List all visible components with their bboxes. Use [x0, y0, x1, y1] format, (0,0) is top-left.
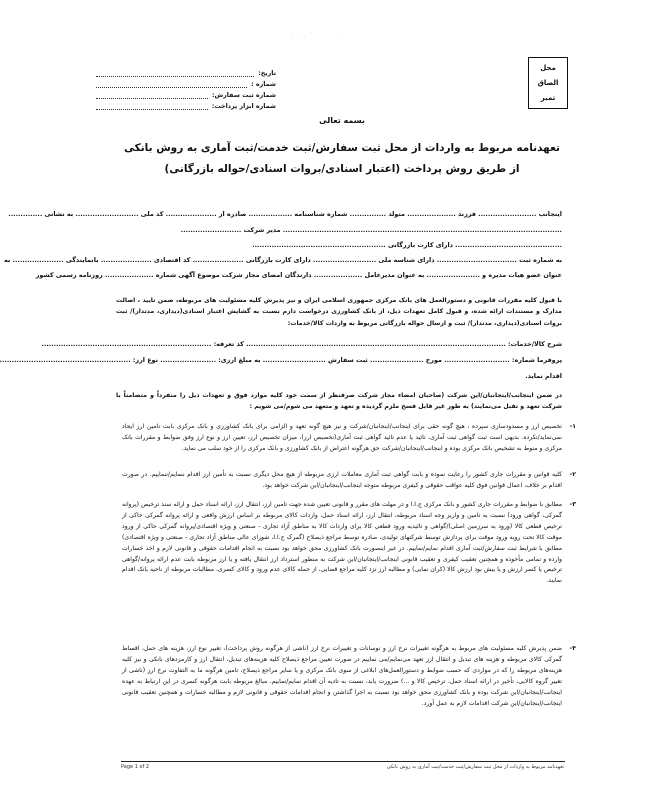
footer-divider: [121, 761, 565, 762]
goods-line-2: پروفرما شماره: ........................... مورخ ...................... ثبت سفارش .......................... به مبلغ ارزی: ....................... نوع ارز: ......................................................: [0, 356, 562, 364]
footer-title: تعهدنامه مربوط به واردات از محل ثبت سفارش/ثبت خدمت/ثبت آماری به روش بانکی: [386, 764, 564, 770]
scan-artifact: . · . · · .: [291, 30, 345, 37]
page-number: Page 1 of 2: [121, 764, 150, 770]
meta-order-row: [96, 88, 276, 99]
stamp-line-2: الصاق: [537, 78, 559, 87]
stamp-area: [528, 57, 568, 109]
form-line-5: عنوان عضو هیات مدیره و ...................... به عنوان مدیرعامل .................... دارندگان امضای مجاز شرکت موضوع آگهی شماره .................... روزنامه رسمی کشور: [35, 271, 562, 279]
order-label: شماره ثبت سفارش:: [211, 92, 276, 99]
commitment-item-2: [122, 470, 576, 492]
item-number: ۱-: [569, 423, 576, 430]
date-label: تاریخ:: [258, 70, 276, 77]
document-meta: [96, 66, 276, 110]
payment-label: شماره ابزار پرداخت:: [211, 103, 276, 110]
number-label: شماره :: [251, 81, 276, 88]
goods-line-1: شرح کالا/خدمات: ........................................................................................................... کد تعرفه: ......................................................................: [41, 340, 562, 348]
basmala: بسمه تعالی: [319, 116, 365, 125]
form-line-1: اینجانب ........................ فرزند .................... متولد ............... شماره شناسنامه .................. صادره از ..................... کد ملی .......................... به نشانی ..............: [8, 210, 562, 218]
meta-date-row: [96, 66, 276, 77]
commitment-item-3: [122, 500, 576, 587]
form-line-4: به شماره ثبت ................................. دارای شناسه ملی .......................... دارای کارت بازرگانی ..................... کد اقتصادی ..................... بانمایندگی ..................... به: [4, 256, 562, 264]
item-number: ۴-: [569, 645, 576, 652]
stamp-line-3: تمبر: [540, 94, 556, 103]
item-text: ضمن پذیرش کلیه مسئولیت های مربوط به هرگونه تغییرات نرخ ارز و نوسانات و تغییرات نرخ ارز (ناشی از هرگونه روش پرداخت)، تغییر نوع ارز، هزینه های حمل، اقساط گمرکی کالای مربوطه و هزینه های تبدیل و انتقال ارز تعهد می‌نمایم/می نماییم در صورت تعیین مراجع ذیصلاح کلیه هزینه‌های تبدیل، انتقال ارز و کارمزدهای بانکی و نیز کلیه هزینه‌های مربوطه را که در مواردی که حسب ضوابط و دستورالعمل‌های ابلاغی از سوی بانک مرکزی و یا سایر مراجع ذیصلاح، تامین هرگونه ما به التفاوت نرخ ارز (ناشی از تغییر گروه کالایی، تأخیر در ارائه اسناد حمل، ترخیص کالا و ...) ضرورت یابد، نسبت به تادیه آن اقدام نمایم/نماییم. مبالغ مربوطه بابت هرگونه کسری در این ارتباط به عهده اینجانب/اینجانبان/این شرکت بوده و بانک کشاورزی محق خواهد بود نسبت به اجرا گذاشتن و انجام اقدامات حقوقی و قانونی لازم و مطالبه خسارات و همچنین تعقیب قانونی اینجانب/اینجانبان/این شرکت اقدامات لازم به عمل آورد.: [122, 645, 562, 707]
intro-paragraph: با قبول کلیه مقررات قانونی و دستورالعمل های بانک مرکزی جمهوری اسلامی ایران و نیز پذیرش کلیه مسئولیت های مربوطه، ضمن تایید ، اصالت مدارک و مستندات ارائه شده، و قبول کامل تعهدات ذیل، از بانک کشاورزی درخواست دارم نسبت به گشایش اعتبار اسنادی(دیداری، مدتدار)/ ثبت بروات اسنادی(دیداری، مدتدار)/ ثبت و ارسال حواله بازرگانی مربوط به واردات کالا/خدمات:: [116, 297, 562, 327]
item-text: کلیه قوانین و مقررات جاری کشور را رعایت نموده و بابت گواهی ثبت آماری معاملات ارزی مربوطه از هیچ محل دیگری نسبت به تأمین ارز اقدام ننمایم/ننماییم. در صورت اقدام بر خلاف، اعمال قوانین فوق کلیه عواقب حقوقی و کیفری مربوطه متوجه اینجانب/اینجانبان/این شرکت خواهد بود.: [122, 471, 562, 489]
item-number: ۳-: [569, 501, 576, 508]
date-field[interactable]: [96, 70, 254, 77]
form-line-3: ............................................ دارای کارت بازرگانی .......................................................: [252, 241, 562, 249]
form-line-2: ................................................................................................................... مدیر شرکت .........................: [180, 226, 562, 234]
number-field[interactable]: [96, 81, 247, 88]
commitment-intro: در ضمن اینجانب/اینجانبان/این شرکت (صاحبان امضاء مجاز شرکت صرفنظر از سمت خود کلیه موارد فوق و تعهدات ذیل را منفرداً و متضامناً با شرکت تعهد و تقبل می‌نمایند) به طور غیر قابل فسخ ملزم گردیده و تعهد و متعهد می شوم/می شویم :: [116, 392, 562, 411]
meta-number-row: [96, 77, 276, 88]
meta-payment-row: [96, 99, 276, 110]
payment-field[interactable]: [96, 103, 208, 110]
item-number: ۲-: [569, 471, 576, 478]
commitment-item-4: [122, 644, 576, 709]
item-text: تخصیص ارز و مسدودسازی سپرده ، هیچ گونه حقی برای اینجانب/اینجانبان/شرکت و نیز هیچ گونه تعهد و الزامی برای بانک کشاورزی و بانک مرکزی بابت تامین ارز ایجاد نمی‌نماید/نکرده. بدیهی است ثبت گواهی ثبت آماری، تائید یا عدم تائید گواهی ثبت آماری(تخصیص ارز)، میزان تخصیص ارز، تعیین ارز و نوع ارز وفق ضوابط و مقررات بانک مرکزی و منوط به تشخیص بانک مرکزی بوده و اینجانب/اینجانبان/شرکت حق هرگونه اعتراض از بانک کشاورزی و بانک مرکزی را از خود سلب می نماید.: [122, 423, 562, 452]
goods-line-3: اقدام نماید.: [525, 372, 562, 380]
item-text: مطابق با ضوابط و مقررات جاری کشور و بانک مرکزی ج.ا.ا و در مهلت های مقرر و قانونی تعیین شده جهت تامین ارز، انتقال ارز، ارائه اسناد حمل و ارائه سند ترخیص (پروانه گمرکی، گواهی ورود) نسبت به تامین و واریز وجه اسناد مربوطه، انتقال ارز، ارائه اسناد حمل، واردات کالای مربوطه بر اساس ارزش واقعی و ارائه پروانه گمرکی حاکی از ترخیص قطعی کالا (ورود به سرزمین اصلی)/گواهی و تائیدیه ورود قطعی کالا برای واردات کالا به مناطق آزاد تجاری - صنعتی و ویژه اقتصادی/پروانه گمرکی حاکی از ورود موقت کالا تحت رویه ورود موقت برای پردازش توسط شرکتهای تولیدی، صادره توسط مراجع ذیصلاح (گمرک ج.ا.ا، شورای عالی مناطق آزاد تجاری - صنعتی و ویژه اقتصادی) مطابق با شرایط ثبت سفارش/ثبت آماری اقدام نمایم/نماییم. در غیر اینصورت بانک کشاورزی محق خواهد بود نسبت به انجام اقدامات حقوقی و قانونی لازم و اخذ خسارات وارده و تمامی مأخوذه و همچنین تعقیب کیفری و تعقیب قانونی اینجانب/اینجانبان/این شرکت به منظور استرداد ارز انتقال یافته و یا ارز مربوطه بابت عدم ارائه پروانه/گواهی ترخیص یا کسر ارزش و یا بیش بود ارزش کالا (کران نمایی) و مطالبه ارز نزد کلیه مراجع قضایی، از جمله کالای عدم ورود و کالای کسری، مطالبات مربوطه از ناحیه بانک اقدام نمایند.: [122, 501, 562, 585]
document-title: تعهدنامه مربوط به واردات از محل ثبت سفارش/ثبت خدمت/ثبت آماری به روش بانکی: [123, 142, 560, 154]
document-subtitle: از طریق روش پرداخت (اعتبار اسنادی/بروات اسنادی/حواله بازرگانی): [164, 163, 520, 175]
stamp-line-1: محل: [540, 63, 556, 72]
commitment-item-1: [122, 422, 576, 455]
order-field[interactable]: [96, 92, 208, 99]
